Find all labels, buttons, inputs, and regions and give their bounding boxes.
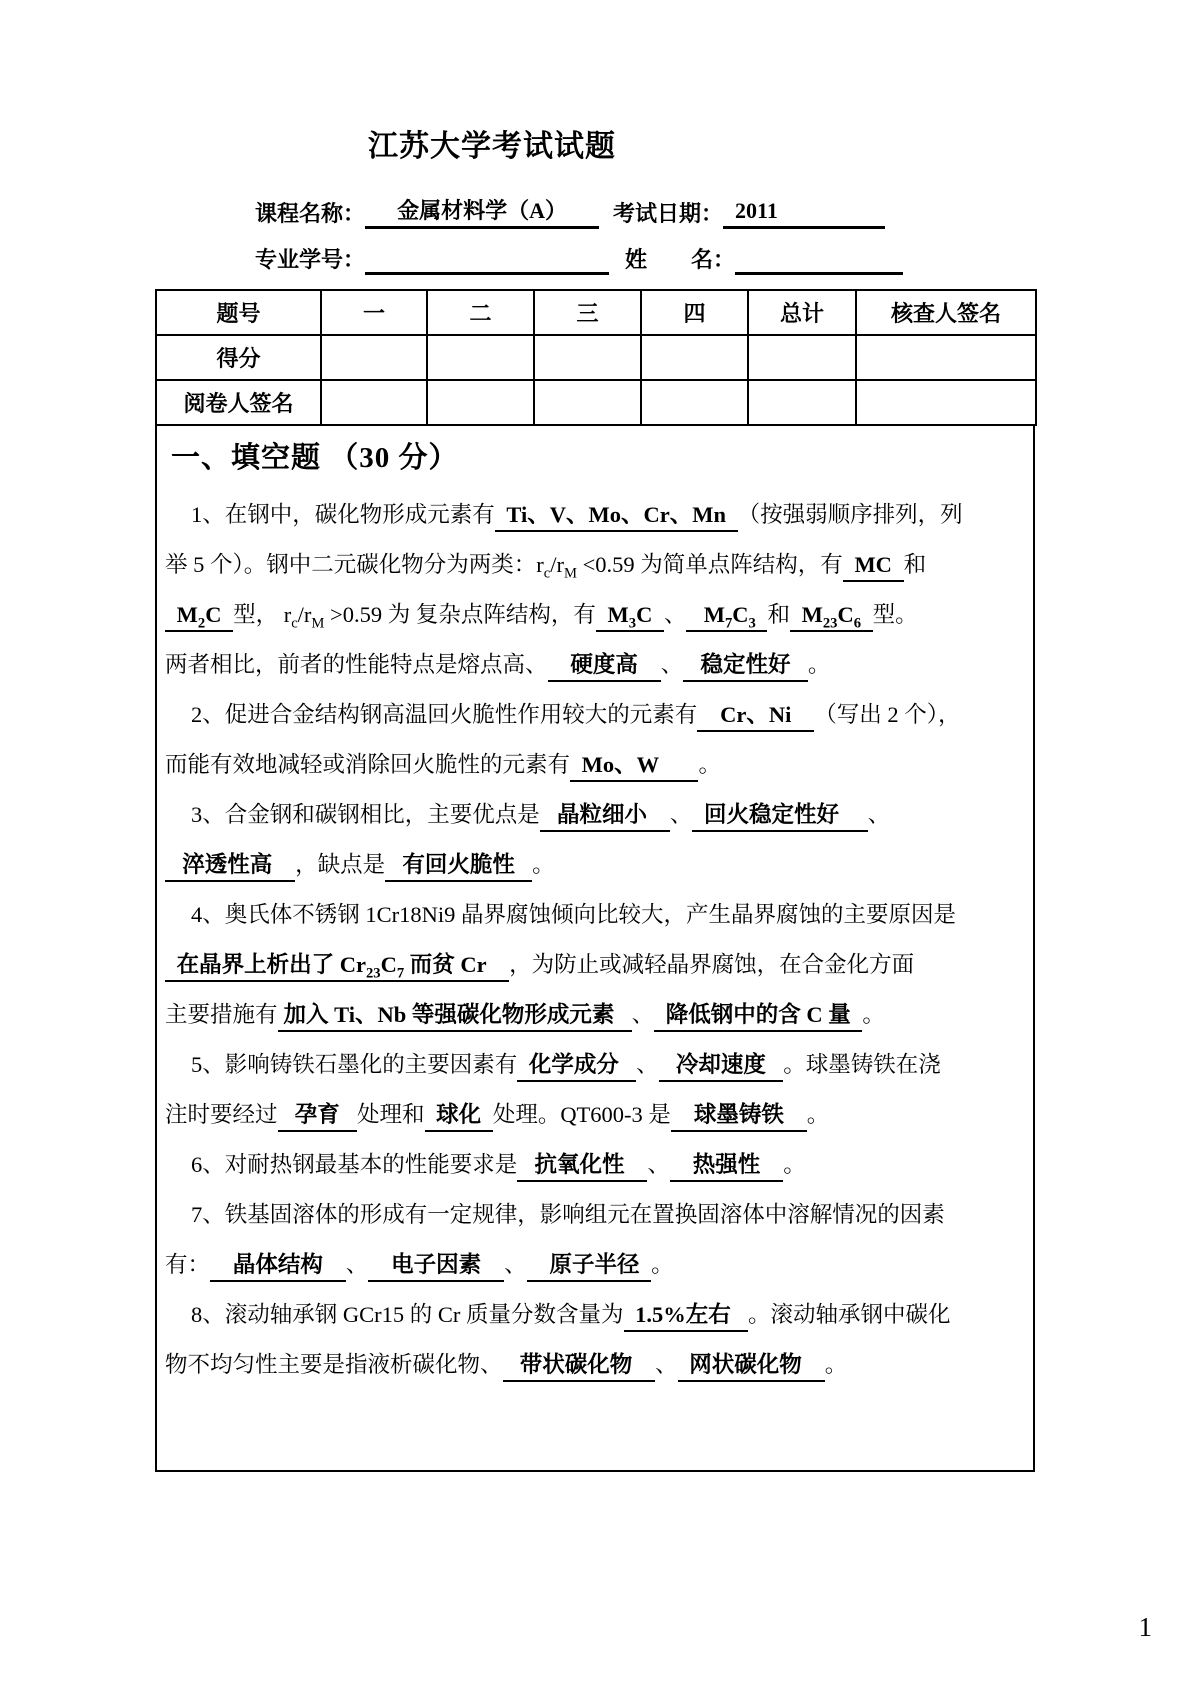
question-line: [157, 1340, 1033, 1390]
question-text: 、: [636, 1052, 659, 1077]
page-number: 1: [1138, 1612, 1152, 1642]
question-text: 3、合金钢和碳钢相比，主要优点是: [191, 802, 540, 827]
score-cell: [427, 335, 534, 380]
question-text: 2、促进合金结构钢高温回火脆性作用较大的元素有: [191, 702, 698, 727]
questions: [157, 490, 1033, 1390]
answer-blank: 原子半径: [527, 1252, 652, 1282]
question-line: [157, 740, 1033, 790]
question-line: [157, 1090, 1033, 1140]
question-text: 和: [767, 602, 790, 627]
student-id-field: [365, 247, 609, 275]
question-text: 处理和: [357, 1102, 425, 1127]
question-line: [157, 840, 1033, 890]
score-cell: [641, 335, 748, 380]
question-line: [157, 1290, 1033, 1340]
question-text: 。: [532, 852, 555, 877]
exam-title: 江苏大学考试试题: [368, 130, 616, 163]
answer-blank: Cr、Ni: [697, 702, 814, 732]
question-text: 、: [655, 1352, 678, 1377]
question-line: [157, 1240, 1033, 1290]
score-table-header: 核查人签名: [856, 290, 1036, 335]
question-text: 。: [862, 1002, 885, 1027]
answer-blank: 网状碳化物: [678, 1352, 825, 1382]
answer-blank: 冷却速度: [659, 1052, 784, 1082]
question-line: [157, 1140, 1033, 1190]
answer-blank: 化学成分: [517, 1052, 636, 1082]
exam-date-label: 考试日期：: [613, 201, 724, 226]
question-text: 举 5 个）。钢中二元碳化物分为两类：$r_c/r_M <0.59$ 为简单点阵结构，有: [165, 552, 843, 582]
answer-blank: Ti、V、Mo、Cr、Mn: [495, 502, 738, 532]
answer-blank: MC: [843, 552, 904, 582]
question-text: 5、影响铸铁石墨化的主要因素有: [191, 1052, 518, 1077]
question-text: 。: [806, 1102, 830, 1127]
score-cell: [748, 380, 856, 425]
question-text: 两者相比，前者的性能特点是熔点高、: [165, 652, 548, 677]
question-text: 注时要经过: [165, 1102, 278, 1127]
score-table-header: 总计: [748, 290, 856, 335]
question-text: ，为防止或减轻晶界腐蚀，在合金化方面: [509, 952, 915, 977]
question-text: 而能有效地减轻或消除回火脆性的元素有: [165, 752, 571, 777]
question-line: [157, 790, 1033, 840]
answer-blank: $M_2C$: [165, 602, 233, 632]
question-line: [157, 990, 1033, 1040]
answer-blank: Mo、W: [570, 752, 698, 782]
question-text: 。: [824, 1352, 848, 1377]
score-cell: [748, 335, 856, 380]
question-text: 、: [504, 1252, 527, 1277]
score-cell: [321, 380, 427, 425]
question-text: 8、滚动轴承钢 GCr15 的 Cr 质量分数含量为: [191, 1302, 624, 1327]
score-row-label: 阅卷人签名: [156, 380, 321, 425]
answer-blank: $M_{23}C_6$: [790, 602, 873, 632]
answer-blank: 淬透性高: [165, 852, 295, 882]
questions-box: [155, 424, 1035, 1472]
answer-blank: 热强性: [670, 1152, 783, 1182]
question-text: 、: [867, 802, 891, 827]
score-cell: [427, 380, 534, 425]
question-text: 。滚动轴承钢中碳化: [748, 1302, 951, 1327]
score-row-label: 得分: [156, 335, 321, 380]
student-name-field: [735, 247, 903, 275]
question-text: 1、在钢中，碳化物形成元素有: [191, 502, 495, 527]
student-info-row: [255, 245, 1190, 275]
question-text: 型。: [872, 602, 918, 627]
section-title: 一、填空题 （30 分）: [171, 442, 459, 474]
question-line: [157, 640, 1033, 690]
answer-blank: 1.5%左右: [624, 1302, 749, 1332]
question-text: 。: [807, 652, 831, 677]
question-text: 处理。QT600-3 是: [492, 1102, 671, 1127]
score-table-corner-label: 题号: [156, 290, 321, 335]
question-line: [157, 540, 1033, 590]
score-table-header: 三: [534, 290, 641, 335]
score-cell: [534, 380, 641, 425]
question-text: 主要措施有: [165, 1002, 278, 1027]
answer-blank: 电子因素: [368, 1252, 504, 1282]
answer-blank: 降低钢中的含 C 量: [654, 1002, 862, 1032]
question-text: 6、对耐热钢最基本的性能要求是: [191, 1152, 518, 1177]
student-id-label: 专业学号：: [255, 247, 366, 272]
answer-blank: 在晶界上析出了 $Cr_{23}C_7$ 而贫 Cr: [165, 952, 509, 982]
question-text: 、: [631, 1002, 655, 1027]
answer-blank: 抗氧化性: [517, 1152, 647, 1182]
question-line: [157, 1040, 1033, 1090]
answer-blank: 带状碳化物: [503, 1352, 656, 1382]
question-line: [157, 1190, 1033, 1240]
answer-blank: 有回火脆性: [385, 852, 532, 882]
score-table-header: 二: [427, 290, 534, 335]
score-cell: [856, 335, 1036, 380]
question-text: 。: [698, 752, 721, 777]
question-text: （按强弱顺序排列，列: [737, 502, 963, 527]
score-table-header: 一: [321, 290, 427, 335]
score-table-body: [156, 290, 1036, 425]
course-name-field: 金属材料学（A）: [365, 196, 599, 229]
score-cell: [641, 380, 748, 425]
question-text: ，缺点是: [295, 852, 386, 877]
question-text: 、: [663, 602, 687, 627]
answer-blank: 加入 Ti、Nb 等强碳化物形成元素: [278, 1002, 632, 1032]
question-line: [157, 690, 1033, 740]
question-line: [157, 940, 1033, 990]
question-line: [157, 490, 1033, 540]
answer-blank: 孕育: [278, 1102, 358, 1132]
answer-blank: 回火稳定性好: [692, 802, 867, 832]
score-cell: [534, 335, 641, 380]
score-table-header: 四: [641, 290, 748, 335]
question-line: [157, 590, 1033, 640]
question-text: 4、奥氏体不锈钢 1Cr18Ni9 晶界腐蚀倾向比较大，产生晶界腐蚀的主要原因是: [191, 902, 957, 927]
answer-blank: $M_7C_3$: [686, 602, 767, 632]
answer-blank: 稳定性好: [683, 652, 808, 682]
answer-blank: 球化: [425, 1102, 493, 1132]
exam-date-field: 2011: [723, 196, 885, 229]
student-name-label: 姓 名：: [625, 247, 736, 272]
answer-blank: 晶粒细小: [540, 802, 670, 832]
question-text: 、: [660, 652, 684, 677]
question-text: 、: [345, 1252, 369, 1277]
course-date-row: [255, 196, 1190, 229]
answer-blank: 硬度高: [548, 652, 661, 682]
question-text: 。: [783, 1152, 806, 1177]
score-cell: [321, 335, 427, 380]
answer-blank: 球墨铸铁: [671, 1102, 807, 1132]
score-cell: [856, 380, 1036, 425]
answer-blank: 晶体结构: [210, 1252, 346, 1282]
question-text: 型， $r_c/r_M >0.59$ 为 复杂点阵结构，有: [233, 602, 596, 632]
question-text: 、: [647, 1152, 670, 1177]
question-text: 有：: [165, 1252, 211, 1277]
question-line: [157, 890, 1033, 940]
question-text: （写出 2 个），: [814, 702, 961, 727]
question-text: 物不均匀性主要是指液析碳化物、: [165, 1352, 503, 1377]
question-text: 、: [669, 802, 693, 827]
course-name-label: 课程名称：: [255, 201, 366, 226]
question-text: 和: [903, 552, 927, 577]
question-text: 。: [651, 1252, 674, 1277]
score-table: [155, 289, 1037, 426]
question-text: 。球墨铸铁在浇: [783, 1052, 941, 1077]
question-text: 7、铁基固溶体的形成有一定规律，影响组元在置换固溶体中溶解情况的因素: [191, 1202, 945, 1227]
answer-blank: $M_3C$: [596, 602, 664, 632]
